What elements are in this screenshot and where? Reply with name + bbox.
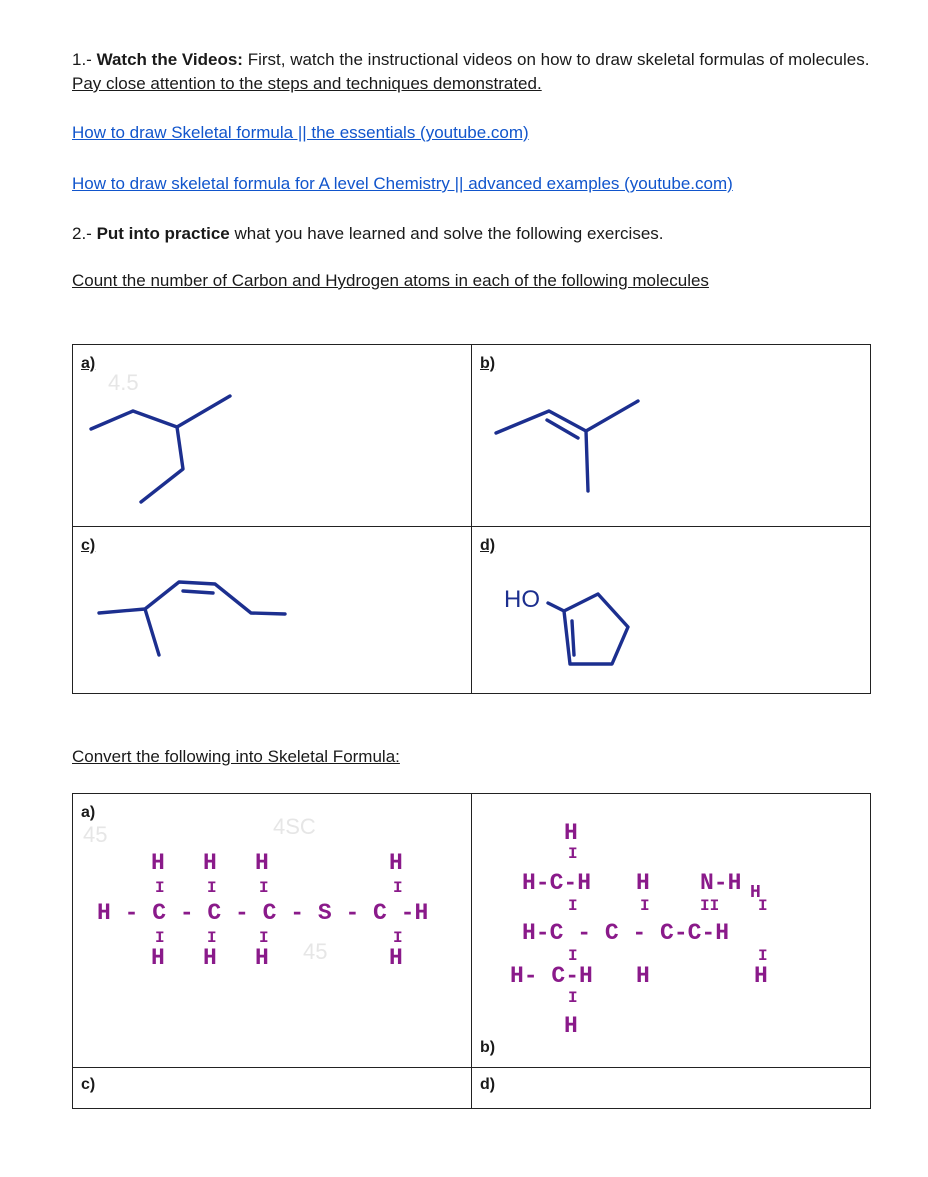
convert-label-d: d) bbox=[480, 1076, 496, 1093]
video-link-1-wrap bbox=[72, 121, 529, 145]
svg-text:H: H bbox=[389, 850, 403, 876]
svg-text:45: 45 bbox=[303, 939, 328, 964]
svg-text:H: H bbox=[151, 850, 165, 876]
svg-text:H-C-H: H-C-H bbox=[522, 870, 592, 896]
svg-text:I: I bbox=[758, 897, 768, 915]
exercise-cell-a bbox=[73, 345, 472, 527]
svg-text:I: I bbox=[640, 897, 650, 915]
convert-cell-a bbox=[73, 794, 472, 1068]
convert-cell-d bbox=[472, 1068, 871, 1109]
cell-label-d: d) bbox=[480, 537, 496, 554]
convert-cell-c bbox=[73, 1068, 472, 1109]
molecule-c-drawing bbox=[73, 527, 471, 693]
svg-text:I: I bbox=[155, 929, 165, 947]
svg-text:H: H bbox=[564, 1013, 578, 1039]
step1-prefix: 1.- bbox=[72, 50, 97, 69]
step2-text: what you have learned and solve the following exercises. bbox=[229, 224, 664, 243]
video-link-essentials[interactable]: How to draw Skeletal formula || the essentials (youtube.com) bbox=[72, 123, 529, 142]
svg-text:I: I bbox=[758, 947, 768, 965]
svg-text:H: H bbox=[564, 820, 578, 846]
step1-paragraph bbox=[72, 48, 872, 96]
molecule-a-drawing bbox=[73, 345, 471, 526]
svg-text:II: II bbox=[700, 897, 720, 915]
svg-text:H: H bbox=[636, 963, 650, 989]
video-link-advanced[interactable]: How to draw skeletal formula for A level Chemistry || advanced examples (youtube.com) bbox=[72, 174, 733, 193]
svg-text:4SC: 4SC bbox=[273, 814, 316, 839]
step2-paragraph bbox=[72, 222, 664, 246]
svg-text:I: I bbox=[568, 845, 578, 863]
cell-label-c: c) bbox=[81, 537, 96, 554]
svg-text:H: H bbox=[636, 870, 650, 896]
svg-text:H - C - C - C - S - C -H: H - C - C - C - S - C -H bbox=[97, 900, 429, 926]
svg-text:4.5: 4.5 bbox=[108, 370, 139, 395]
step1-text: First, watch the instructional videos on how to draw skeletal formulas of molecules. bbox=[242, 50, 870, 69]
step2-prefix: 2.- bbox=[72, 224, 97, 243]
convert-heading: Convert the following into Skeletal Formula: bbox=[72, 747, 400, 766]
svg-text:H-C - C - C-C-H: H-C - C - C-C-H bbox=[522, 920, 730, 946]
svg-text:I: I bbox=[259, 929, 269, 947]
cell-label-a: a) bbox=[81, 355, 96, 372]
exercise-cell-b bbox=[472, 345, 871, 527]
svg-text:H- C-H: H- C-H bbox=[510, 963, 593, 989]
svg-text:H: H bbox=[389, 945, 403, 971]
svg-text:H: H bbox=[255, 945, 269, 971]
svg-text:I: I bbox=[259, 879, 269, 897]
structure-a-atoms bbox=[97, 850, 428, 971]
exercise-cell-c bbox=[73, 527, 472, 694]
svg-text:H: H bbox=[754, 963, 768, 989]
svg-text:45: 45 bbox=[83, 822, 108, 847]
exercise-cell-d bbox=[472, 527, 871, 694]
svg-text:I: I bbox=[155, 879, 165, 897]
svg-text:I: I bbox=[568, 897, 578, 915]
svg-text:I: I bbox=[568, 947, 578, 965]
structure-b-atoms bbox=[510, 820, 768, 1039]
convert-exercise-table bbox=[72, 793, 871, 1109]
convert-label-c: c) bbox=[81, 1076, 96, 1093]
structure-b-drawing bbox=[472, 794, 870, 1067]
count-exercise-table bbox=[72, 344, 871, 694]
svg-text:I: I bbox=[568, 989, 578, 1007]
svg-text:H: H bbox=[750, 883, 761, 903]
hydroxyl-label: HO bbox=[504, 586, 540, 613]
step1-underlined: Pay close attention to the steps and techniques demonstrated. bbox=[72, 74, 542, 93]
svg-text:I: I bbox=[393, 879, 403, 897]
molecule-d-drawing bbox=[472, 527, 870, 693]
svg-text:H: H bbox=[203, 945, 217, 971]
svg-text:H: H bbox=[255, 850, 269, 876]
convert-label-a: a) bbox=[81, 804, 96, 821]
convert-label-b: b) bbox=[480, 1039, 496, 1056]
step2-bold: Put into practice bbox=[96, 224, 230, 243]
svg-text:H: H bbox=[203, 850, 217, 876]
cell-label-b: b) bbox=[480, 355, 496, 372]
svg-text:N-H: N-H bbox=[700, 870, 742, 896]
convert-cell-b bbox=[472, 794, 871, 1068]
video-link-2-wrap bbox=[72, 172, 733, 196]
svg-text:H: H bbox=[151, 945, 165, 971]
svg-text:I: I bbox=[207, 929, 217, 947]
step1-bold: Watch the Videos: bbox=[96, 50, 243, 69]
molecule-b-drawing bbox=[472, 345, 870, 526]
svg-text:I: I bbox=[393, 929, 403, 947]
count-heading: Count the number of Carbon and Hydrogen atoms in each of the following molecules bbox=[72, 271, 709, 290]
structure-a-drawing bbox=[73, 794, 471, 1067]
svg-text:I: I bbox=[207, 879, 217, 897]
